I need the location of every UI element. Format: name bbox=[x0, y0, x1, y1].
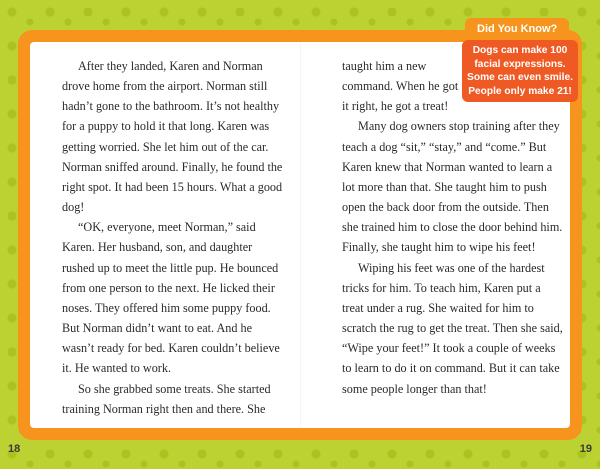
callout-title: Did You Know? bbox=[465, 18, 569, 40]
page-number-left: 18 bbox=[8, 443, 21, 455]
paragraph: “OK, everyone, meet Norman,” said Karen. Her husband, son, and daughter rushed up to meet the little pup. He bounced from one person to the next. He licked their noses. They offered him some puppy food. But Norman didn’t want to eat. And he wasn’t ready for bed. Karen couldn’t believe it. He wanted to work. bbox=[62, 220, 280, 376]
right-page-text bbox=[342, 56, 564, 399]
left-page-text bbox=[62, 56, 284, 419]
paragraph: Wiping his feet was one of the hardest tricks for him. To teach him, Karen put a treat under a rug. She waited for him to scratch the rug to get the treat. Then she said, “Wipe your feet!” It took a couple of weeks to learn to do it on command. But it can take some people longer than that! bbox=[342, 260, 563, 396]
callout-text: Dogs can make 100 facial expressions. Some can even smile. People only make 21! bbox=[467, 45, 573, 97]
paragraph: So she grabbed some treats. She started training Norman right then and there. She bbox=[62, 381, 271, 416]
page-gutter bbox=[300, 42, 301, 428]
paragraph: After they landed, Karen and Norman drove home from the airport. Norman still hadn’t gone to the bathroom. It’s not healthy for a puppy to hold it that long. Karen was getting worried. She let him out of the car. Norman sniffed around. Finally, he found the right spot. It had been 15 hours. What a good dog! bbox=[62, 59, 283, 215]
paragraph: Many dog owners stop training after they teach a dog “sit,” “stay,” and “come.” But Karen knew that Norman wanted to learn a lot more than that. She taught him to push open the back door from the outside. Then she trained him to close the door behind him. Finally, she taught him to wipe his feet! bbox=[342, 119, 563, 255]
page-number-right: 19 bbox=[579, 443, 592, 455]
paragraph: taught him a new command. When he got it right, he got a treat! bbox=[342, 59, 459, 114]
did-you-know-callout bbox=[462, 40, 578, 102]
